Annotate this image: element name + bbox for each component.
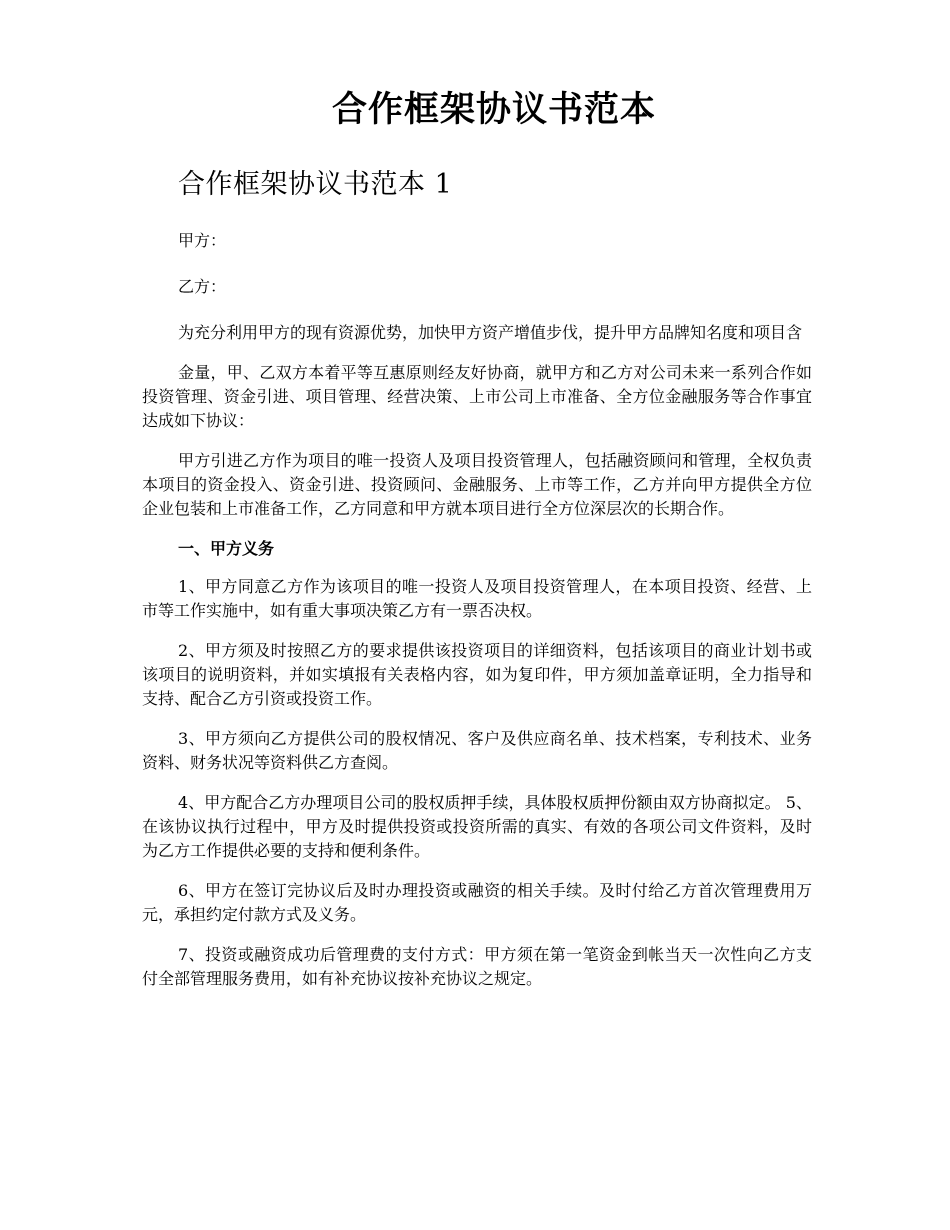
obligation-clause: 7、投资或融资成功后管理费的支付方式：甲方须在第一笔资金到帐当天一次性向乙方支付全部管理服务费用，如有补充协议按补充协议之规定。 bbox=[142, 945, 812, 988]
intro-paragraph: 为充分利用甲方的现有资源优势，加快甲方资产增值步伐，提升甲方品牌知名度和项目含 bbox=[178, 323, 803, 342]
intro-paragraph: 甲方引进乙方作为项目的唯一投资人及项目投资管理人，包括融资顾问和管理，全权负责本项目的资金投入、资金引进、投资顾问、金融服务、上市等工作，乙方并向甲方提供全方位企业包装和上市准备工作，乙方同意和甲方就本项目进行全方位深层次的长期合作。 bbox=[142, 451, 812, 518]
intro-paragraph: 金量，甲、乙双方本着平等互惠原则经友好协商，就甲方和乙方对公司未来一系列合作如投资管理、资金引进、项目管理、经营决策、上市公司上市准备、全方位金融服务等合作事宜达成如下协议： bbox=[142, 363, 812, 430]
obligation-clause: 6、甲方在签订完协议后及时办理投资或融资的相关手续。及时付给乙方首次管理费用万元，承担约定付款方式及义务。 bbox=[142, 881, 812, 924]
party-a-label: 甲方： bbox=[178, 231, 227, 250]
document-body bbox=[142, 229, 812, 1007]
party-b-label: 乙方： bbox=[178, 277, 227, 296]
section-title: 合作框架协议书范本 1 bbox=[178, 169, 453, 200]
obligation-clause: 1、甲方同意乙方作为该项目的唯一投资人及项目投资管理人，在本项目投资、经营、上市等工作实施中，如有重大事项决策乙方有一票否决权。 bbox=[142, 577, 812, 620]
obligation-clause: 3、甲方须向乙方提供公司的股权情况、客户及供应商名单、技术档案，专利技术、业务资料、财务状况等资料供乙方查阅。 bbox=[142, 729, 812, 772]
document-title: 合作框架协议书范本 bbox=[331, 89, 656, 130]
obligations-heading: 一、甲方义务 bbox=[178, 539, 275, 558]
obligation-clause: 2、甲方须及时按照乙方的要求提供该投资项目的详细资料，包括该项目的商业计划书或该项目的说明资料，并如实填报有关表格内容，如为复印件，甲方须加盖章证明，全力指导和支持、配合乙方引资或投资工作。 bbox=[142, 641, 812, 708]
obligation-clause: 4、甲方配合乙方办理项目公司的股权质押手续，具体股权质押份额由双方协商拟定。 5、在该协议执行过程中，甲方及时提供投资或投资所需的真实、有效的各项公司文件资料，及时为乙方工作提供必要的支持和便利条件。 bbox=[142, 793, 812, 860]
